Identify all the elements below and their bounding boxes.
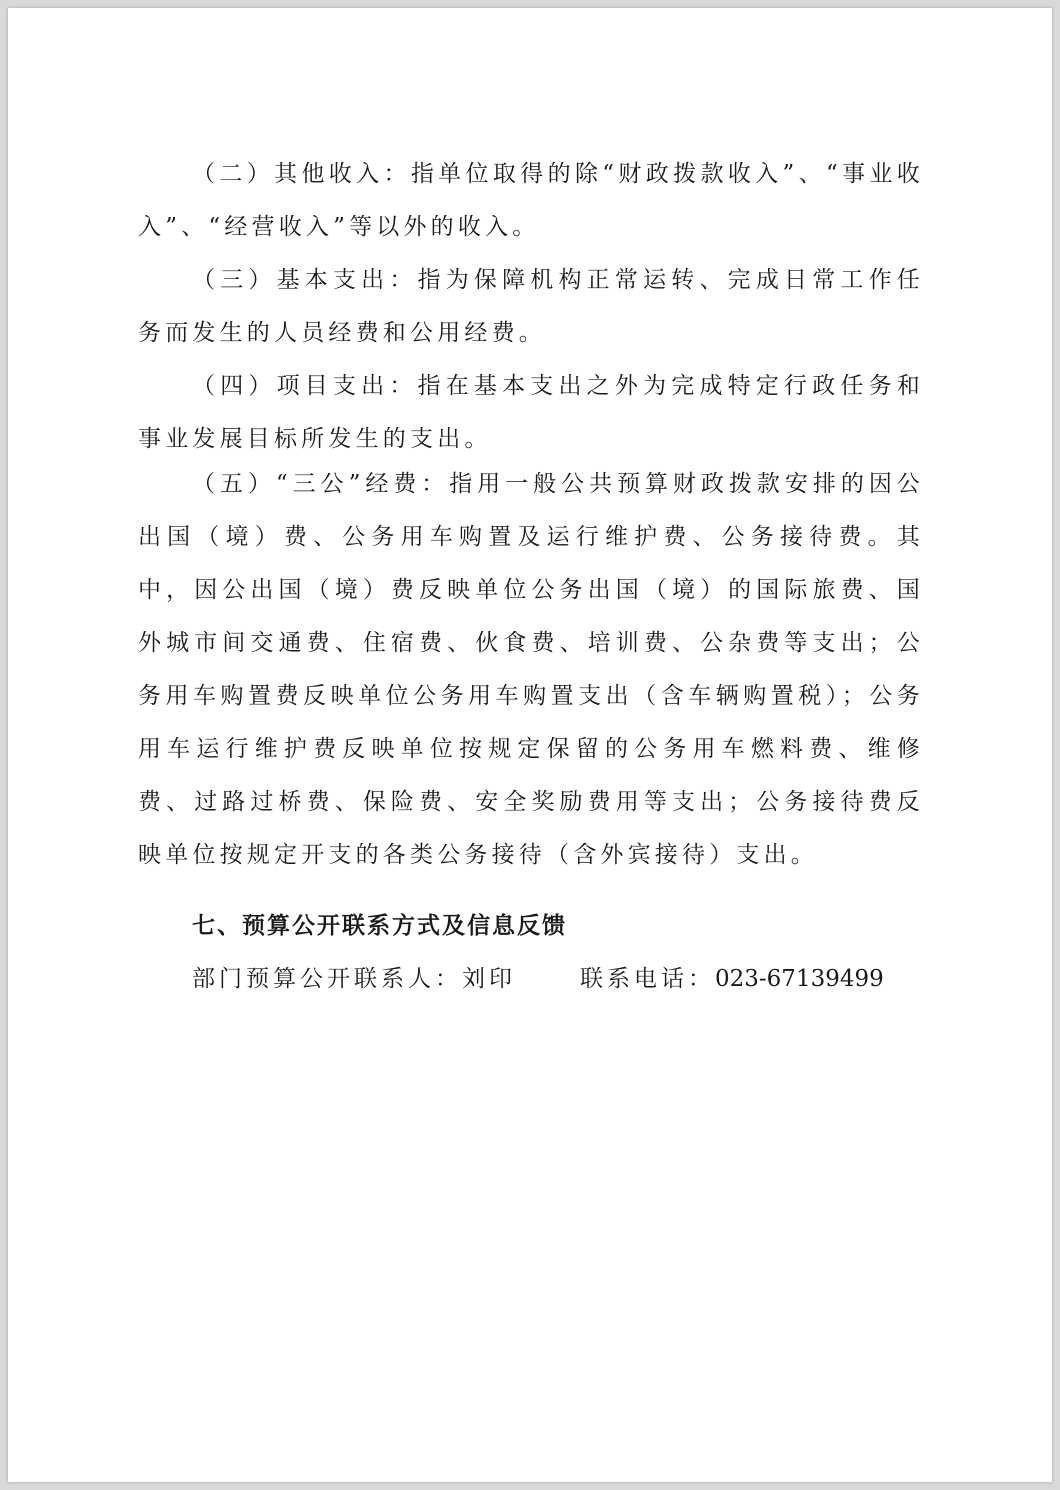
section-heading: 七、预算公开联系方式及信息反馈: [192, 913, 567, 939]
contact-person: 部门预算公开联系人：刘印: [192, 966, 516, 992]
paragraph-project-expenditure: （四）项目支出：指在基本支出之外为完成特定行政任务和事业发展目标所发生的支出。: [138, 373, 924, 452]
paragraph-basic-expenditure: （三）基本支出：指为保障机构正常运转、完成日常工作任务而发生的人员经费和公用经费。: [138, 267, 924, 346]
paragraph-other-income: （二）其他收入：指单位取得的除“财政拨款收入”、“事业收入”、“经营收入”等以外的收入。: [138, 161, 924, 240]
document-page: [8, 8, 1052, 1482]
paragraph-three-public-expenses: （五）“三公”经费：指用一般公共预算财政拨款安排的因公出国（境）费、公务用车购置及运行维护费、公务接待费。其中，因公出国（境）费反映单位公务出国（境）的国际旅费、国外城市间交通费、住宿费、伙食费、培训费、公杂费等支出；公务用车购置费反映单位公务用车购置支出（含车辆购置税）；公务用车运行维护费反映单位按规定保留的公务用车燃料费、维修费、过路过桥费、保险费、安全奖励费用等支出；公务接待费反映单位按规定开支的各类公务接待（含外宾接待）支出。: [138, 471, 924, 868]
contact-phone: [580, 953, 884, 1006]
contact-line: [192, 953, 884, 1006]
phone-label: 联系电话：: [580, 966, 715, 992]
phone-number: 023-67139499: [715, 966, 884, 992]
